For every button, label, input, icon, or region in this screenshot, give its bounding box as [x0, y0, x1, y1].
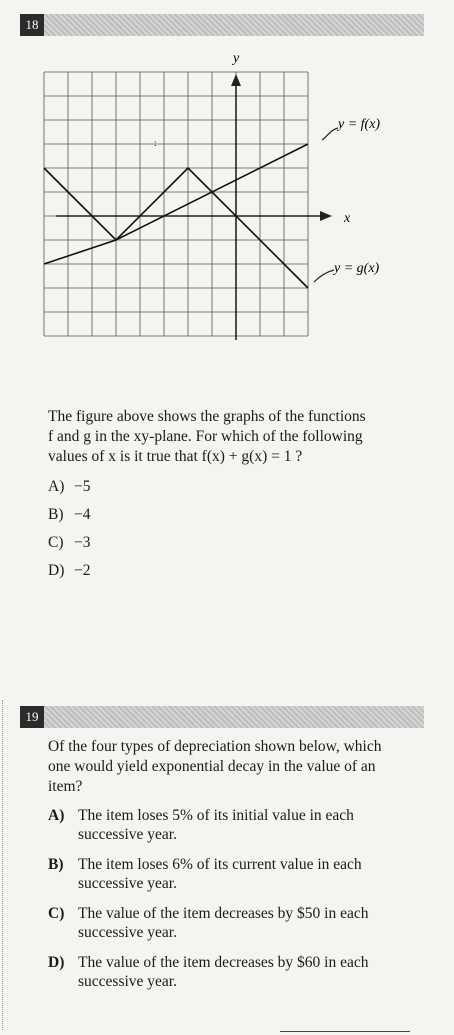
choice-text: −5 [74, 478, 91, 495]
choice-c[interactable] [48, 533, 91, 553]
page-edge [2, 700, 3, 1030]
g-label-pointer [314, 270, 334, 282]
stem-line: one would yield exponential decay in the value of an [48, 758, 376, 775]
question-number: 18 [20, 14, 44, 36]
choice-letter: A) [48, 807, 65, 824]
question-number: 19 [20, 706, 44, 728]
g-function-label: y = g(x) [334, 261, 380, 276]
stem-line: Of the four types of depreciation shown below, which [48, 738, 382, 755]
question-19-header-bar [20, 706, 424, 728]
choice-b[interactable] [48, 855, 418, 893]
choice-text [78, 855, 418, 893]
x-axis [56, 211, 332, 221]
choice-text-line: The value of the item decreases by $60 in each [78, 954, 369, 971]
choice-letter: B) [48, 506, 64, 523]
question-18-header-bar [20, 14, 424, 36]
choice-letter: D) [48, 954, 65, 971]
choice-text-line: The value of the item decreases by $50 in each [78, 905, 369, 922]
choice-a[interactable] [48, 477, 91, 497]
stray-mark: : [154, 138, 157, 148]
y-axis-label: y [233, 51, 240, 66]
graph-figure [38, 40, 381, 350]
choice-letter: D) [48, 562, 65, 579]
question-18-stem [48, 407, 418, 467]
y-axis [231, 74, 241, 340]
choice-text [78, 953, 418, 991]
choice-text [78, 904, 418, 942]
choice-text-line: successive year. [78, 875, 177, 892]
choice-letter: C) [48, 905, 65, 922]
choice-text: −4 [74, 506, 91, 523]
stem-line: item? [48, 778, 83, 795]
choice-text-line: successive year. [78, 924, 177, 941]
graph-grid [44, 72, 308, 336]
question-19-stem [48, 737, 418, 797]
choice-a[interactable] [48, 806, 418, 844]
choice-text-line: successive year. [78, 973, 177, 990]
choice-c[interactable] [48, 904, 418, 942]
choice-text-line: successive year. [78, 826, 177, 843]
stem-line: values of x is it true that f(x) + g(x) = 1 ? [48, 448, 303, 465]
choice-text: −2 [74, 562, 91, 579]
choice-d[interactable] [48, 953, 418, 991]
g-line [44, 168, 308, 288]
choice-text: −3 [74, 534, 91, 551]
choice-text-line: The item loses 5% of its initial value in each [78, 807, 354, 824]
f-label-pointer [322, 128, 338, 140]
choice-d[interactable] [48, 561, 91, 581]
choice-b[interactable] [48, 505, 91, 525]
choice-text-line: The item loses 6% of its current value in each [78, 856, 362, 873]
choice-text [78, 806, 418, 844]
page-rule [280, 1031, 410, 1032]
x-axis-label: x [344, 211, 351, 226]
choice-letter: C) [48, 534, 64, 551]
choice-letter: A) [48, 478, 65, 495]
f-function-label: y = f(x) [338, 117, 381, 132]
f-line [44, 144, 308, 264]
choice-letter: B) [48, 856, 64, 873]
stem-line: The figure above shows the graphs of the functions [48, 408, 366, 425]
stem-line: f and g in the xy-plane. For which of the following [48, 428, 363, 445]
